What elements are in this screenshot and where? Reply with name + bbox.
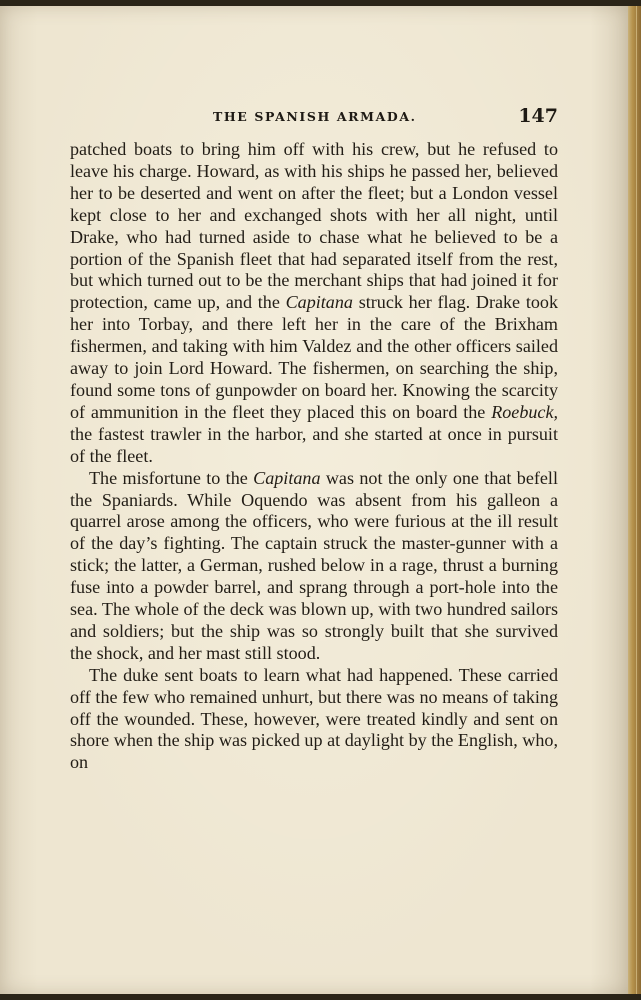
page-gilt-edge: [628, 6, 641, 994]
paragraph-2: [70, 468, 558, 665]
text-run: was not the only one that befell the Spaniards. While Oquendo was absent from his galleon a quarrel arose among the officers, who were furious at the ill result of the day’s fighting. The captain struck the master-gunner with a stick; the latter, a German, rushed below in a rage, thrust a burning fuse into a powder barrel, and sprang through a port-hole into the sea. The whole of the deck was blown up, with two hundred sailors and soldiers; but the ship was so strongly built that she survived the shock, and her mast still stood.: [70, 467, 558, 663]
text-run: The misfortune to the: [89, 467, 254, 488]
text-run: struck her flag. Drake took her into Torbay, and there left her in the care of the Brixham fishermen, and taking with him Valdez and the other officers sailed away to join Lord Howard. The fishermen, on searching the ship, found some tons of gunpowder on board her. Knowing the scarcity of ammunition in the fleet they placed this on board the: [70, 292, 558, 422]
body-text: [70, 139, 558, 774]
text-run: the fastest trawler in the harbor, and she started at once in pursuit of the fleet.: [70, 423, 558, 466]
ship-name-roebuck: Roebuck,: [491, 401, 558, 422]
text-run: The duke sent boats to learn what had happened. These carried off the few who remained unhurt, but there was no means of taking off the wounded. These, however, were treated kindly and sent on shore when the ship was picked up at daylight by the English, who, on: [70, 664, 558, 773]
book-page: [0, 6, 628, 994]
paragraph-3: [70, 665, 558, 775]
page-header: [70, 106, 558, 128]
ship-name-capitana: Capitana: [285, 292, 353, 313]
text-run: patched boats to bring him off with his crew, but he refused to leave his charge. Howard, as with his ships he passed her, believed her to be deserted and went on after the fleet; but a London vessel kept close to her and exchanged shots with her all night, until Drake, who had turned aside to chase what he believed to be a portion of the Spanish fleet that had separated itself from the rest, but which turned out to be the merchant ships that had joined it for protection, came up, and the: [70, 139, 558, 313]
page-number: 147: [518, 105, 558, 127]
page-edge-line: [636, 6, 637, 994]
running-head: THE SPANISH ARMADA.: [213, 109, 417, 124]
ship-name-capitana: Capitana: [253, 467, 321, 488]
paragraph-1: [70, 139, 558, 468]
